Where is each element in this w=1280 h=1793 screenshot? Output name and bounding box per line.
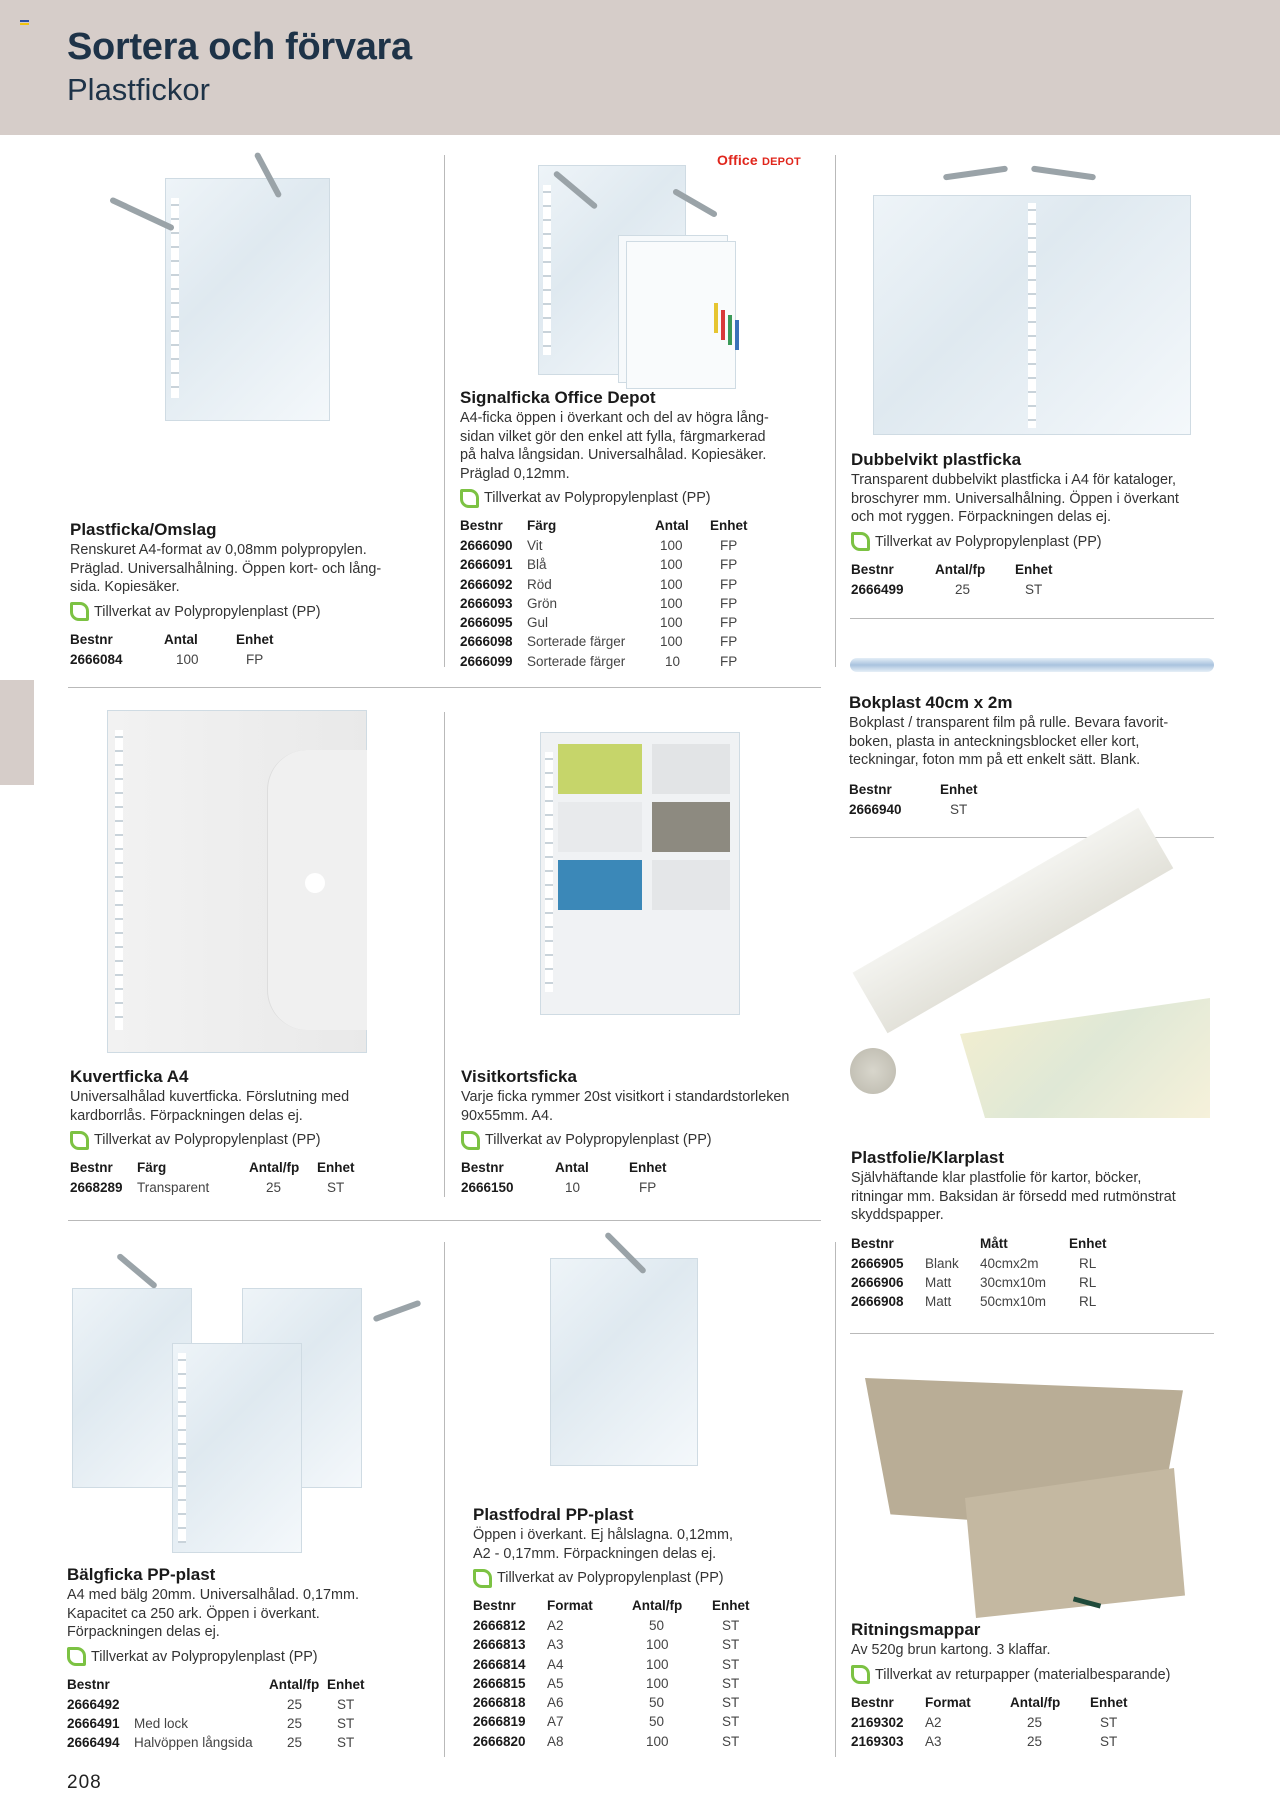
- product-description: Varje ficka rymmer 20st visitkort i standardstorleken 90x55mm. A4.: [461, 1089, 790, 1124]
- eco-label: Tillverkat av Polypropylenplast (PP): [67, 1646, 447, 1668]
- eco-leaf-icon: [473, 1569, 492, 1588]
- eco-label: Tillverkat av Polypropylenplast (PP): [460, 487, 830, 509]
- table-row: 2169302 A2 25 ST: [851, 1714, 1118, 1730]
- eco-label: Tillverkat av Polypropylenplast (PP): [473, 1567, 823, 1589]
- spec-table: Bestnr Format Antal/fp Enhet 2666812 A2 50 ST 2666813 A3 100 ST 2666814 A4 100 ST 2666815 A5 100 ST 2666818 A6 50 ST 2666819 A7 50 ST 2666820 A8 100 ST: [473, 1598, 750, 1751]
- table-row: 2666908 Matt 50cmx10m RL: [851, 1294, 1097, 1310]
- spec-table: Bestnr Antal Enhet 2666084 100 FP: [70, 632, 274, 669]
- eco-leaf-icon: [461, 1131, 480, 1150]
- eco-leaf-icon: [67, 1647, 86, 1666]
- product-description: Självhäftande klar plastfolie för kartor, böcker, ritningar mm. Baksidan är försedd med rutmönstrat skyddspapper.: [851, 1170, 1176, 1223]
- spec-table: Bestnr Färg Antal Enhet 2666090 Vit 100 FP 2666091 Blå 100 FP 2666092 Röd 100 FP 2666093 Grön 100 FP 2666095 Gul 100 FP 2666098 Sorterade färger 100 FP 2666099 Sorterade färger 10 FP: [460, 518, 748, 671]
- eco-leaf-icon: [851, 1665, 870, 1684]
- product-plastfodral: [473, 1505, 823, 1751]
- product-image-bokplast: [850, 648, 1214, 688]
- table-row: 2666099 Sorterade färger 10 FP: [460, 653, 738, 669]
- product-description: Universalhålad kuvertficka. Förslutning med kardborrlås. Förpackningen delas ej.: [70, 1089, 350, 1124]
- product-title: Plastficka/Omslag: [70, 520, 217, 539]
- table-row: 2666940 ST: [849, 801, 968, 817]
- product-plastfolie: [851, 1148, 1231, 1311]
- table-row: 2666813 A3 100 ST: [473, 1637, 740, 1653]
- product-image-kuvertficka: [107, 710, 367, 1053]
- product-description: A4 med bälg 20mm. Universalhålad. 0,17mm. Kapacitet ca 250 ark. Öppen i överkant. Förpackningen delas ej.: [67, 1587, 359, 1640]
- product-dubbelvikt: [851, 450, 1231, 599]
- row-divider: [850, 618, 1214, 619]
- product-title: Plastfolie/Klarplast: [851, 1148, 1005, 1167]
- table-row: 2666098 Sorterade färger 100 FP: [460, 634, 738, 650]
- table-row: 2666814 A4 100 ST: [473, 1656, 740, 1672]
- product-bokplast: [849, 693, 1219, 819]
- product-description: Av 520g brun kartong. 3 klaffar.: [851, 1642, 1051, 1658]
- side-tab: [0, 680, 34, 785]
- table-row: 2666093 Grön 100 FP: [460, 595, 738, 611]
- table-row: 2666095 Gul 100 FP: [460, 615, 738, 631]
- eco-leaf-icon: [460, 489, 479, 508]
- eco-label: Tillverkat av returpapper (materialbesparande): [851, 1664, 1231, 1686]
- table-row: 2666092 Röd 100 FP: [460, 576, 738, 592]
- product-image-balgficka: [72, 1288, 432, 1558]
- product-image-plastficka-omslag: [165, 178, 330, 421]
- product-title: Bokplast 40cm x 2m: [849, 693, 1013, 712]
- table-row: 2666150 10 FP: [461, 1180, 657, 1195]
- product-image-ritningsmappar: [865, 1378, 1185, 1628]
- page-title: Sortera och förvara: [67, 26, 412, 68]
- product-kuvertficka: [70, 1067, 440, 1197]
- product-description: A4-ficka öppen i överkant och del av högra lång- sidan vilket gör den enkel att fylla, färgmarkerad på halva långsidan. Universalhålad. Kopiesäker. Präglad 0,12mm.: [460, 410, 769, 482]
- product-plastficka-omslag: [70, 520, 430, 669]
- spec-table: Bestnr Enhet 2666940 ST: [849, 782, 978, 819]
- table-row: 2666084 100 FP: [70, 651, 264, 667]
- table-row: 2666818 A6 50 ST: [473, 1695, 740, 1711]
- spec-table: Bestnr Format Antal/fp Enhet 2169302 A2 25 ST 2169303 A3 25 ST: [851, 1695, 1128, 1752]
- eco-label: Tillverkat av Polypropylenplast (PP): [70, 1129, 440, 1151]
- table-row: 2666091 Blå 100 FP: [460, 557, 738, 573]
- column-divider: [835, 155, 836, 667]
- spec-table: Bestnr Antal Enhet 2666150 10 FP: [461, 1160, 667, 1197]
- product-title: Ritningsmappar: [851, 1620, 981, 1639]
- product-image-plastfolie: [850, 878, 1210, 1128]
- product-title: Bälgficka PP-plast: [67, 1565, 216, 1584]
- spec-table: Bestnr Antal/fp Enhet 2666492 25 ST 2666491 Med lock 25 ST 2666494 Halvöppen långsida 25 ST: [67, 1677, 365, 1753]
- product-title: Dubbelvikt plastficka: [851, 450, 1022, 469]
- spec-table: Bestnr Mått Enhet 2666905 Blank 40cmx2m RL 2666906 Matt 30cmx10m RL 2666908 Matt 50cmx10m RL: [851, 1236, 1107, 1312]
- product-title: Visitkortsficka: [461, 1067, 577, 1086]
- table-row: 2666494 Halvöppen långsida 25 ST: [67, 1735, 355, 1751]
- page-subtitle: Plastfickor: [67, 72, 210, 107]
- flag-icon: [20, 20, 29, 27]
- office-depot-logo: Office DEPOT: [717, 152, 801, 168]
- row-divider: [68, 687, 821, 688]
- product-image-plastfodral: [550, 1258, 698, 1466]
- product-balgficka: [67, 1565, 447, 1752]
- table-row: 2668289 Transparent 25 ST: [70, 1180, 345, 1195]
- product-title: Plastfodral PP-plast: [473, 1505, 634, 1524]
- product-signalficka: [460, 388, 830, 671]
- table-row: 2666906 Matt 30cmx10m RL: [851, 1274, 1097, 1290]
- product-description: Bokplast / transparent film på rulle. Bevara favorit- boken, plasta in anteckningsblocket eller kort, teckningar, foton mm på ett enkelt sätt. Blank.: [849, 715, 1169, 768]
- spec-table: Bestnr Antal/fp Enhet 2666499 25 ST: [851, 562, 1053, 599]
- page-header: [0, 0, 1280, 135]
- row-divider: [850, 1333, 1214, 1334]
- table-row: 2666090 Vit 100 FP: [460, 538, 738, 553]
- spec-table: Bestnr Färg Antal/fp Enhet 2668289 Transparent 25 ST: [70, 1160, 355, 1197]
- product-title: Signalficka Office Depot: [460, 388, 656, 407]
- product-ritningsmappar: [851, 1620, 1231, 1751]
- table-row: 2666812 A2 50 ST: [473, 1618, 740, 1633]
- eco-leaf-icon: [70, 602, 89, 621]
- product-visitkortsficka: [461, 1067, 831, 1197]
- column-divider: [835, 1242, 836, 1757]
- table-row: 2666819 A7 50 ST: [473, 1714, 740, 1730]
- product-title: Kuvertficka A4: [70, 1067, 189, 1086]
- product-description: Transparent dubbelvikt plastficka i A4 för kataloger, broschyrer mm. Universalhålning. Öppen i överkant och mot ryggen. Förpackningen delas ej.: [851, 472, 1179, 525]
- page-number: 208: [67, 1772, 102, 1793]
- eco-label: Tillverkat av Polypropylenplast (PP): [70, 601, 430, 623]
- product-image-signalficka: [538, 165, 748, 385]
- row-divider: [850, 837, 1214, 838]
- table-row: 2666815 A5 100 ST: [473, 1675, 740, 1691]
- table-row: 2666499 25 ST: [851, 581, 1043, 597]
- row-divider: [68, 1220, 821, 1221]
- product-description: Öppen i överkant. Ej hålslagna. 0,12mm, A2 - 0,17mm. Förpackningen delas ej.: [473, 1527, 733, 1562]
- eco-label: Tillverkat av Polypropylenplast (PP): [461, 1129, 831, 1151]
- table-row: 2666492 25 ST: [67, 1696, 355, 1712]
- column-divider: [444, 712, 445, 1197]
- eco-label: Tillverkat av Polypropylenplast (PP): [851, 531, 1231, 553]
- column-divider: [444, 155, 445, 667]
- product-description: Renskuret A4-format av 0,08mm polypropylen. Präglad. Universalhålning. Öppen kort- och lång- sida. Kopiesäker.: [70, 542, 382, 595]
- table-row: 2666905 Blank 40cmx2m RL: [851, 1255, 1097, 1271]
- table-row: 2666491 Med lock 25 ST: [67, 1715, 355, 1731]
- table-row: 2169303 A3 25 ST: [851, 1733, 1118, 1749]
- eco-leaf-icon: [70, 1131, 89, 1150]
- table-row: 2666820 A8 100 ST: [473, 1733, 740, 1749]
- product-image-dubbelvikt: [873, 195, 1191, 435]
- product-image-visitkortsficka: [540, 732, 740, 1015]
- eco-leaf-icon: [851, 532, 870, 551]
